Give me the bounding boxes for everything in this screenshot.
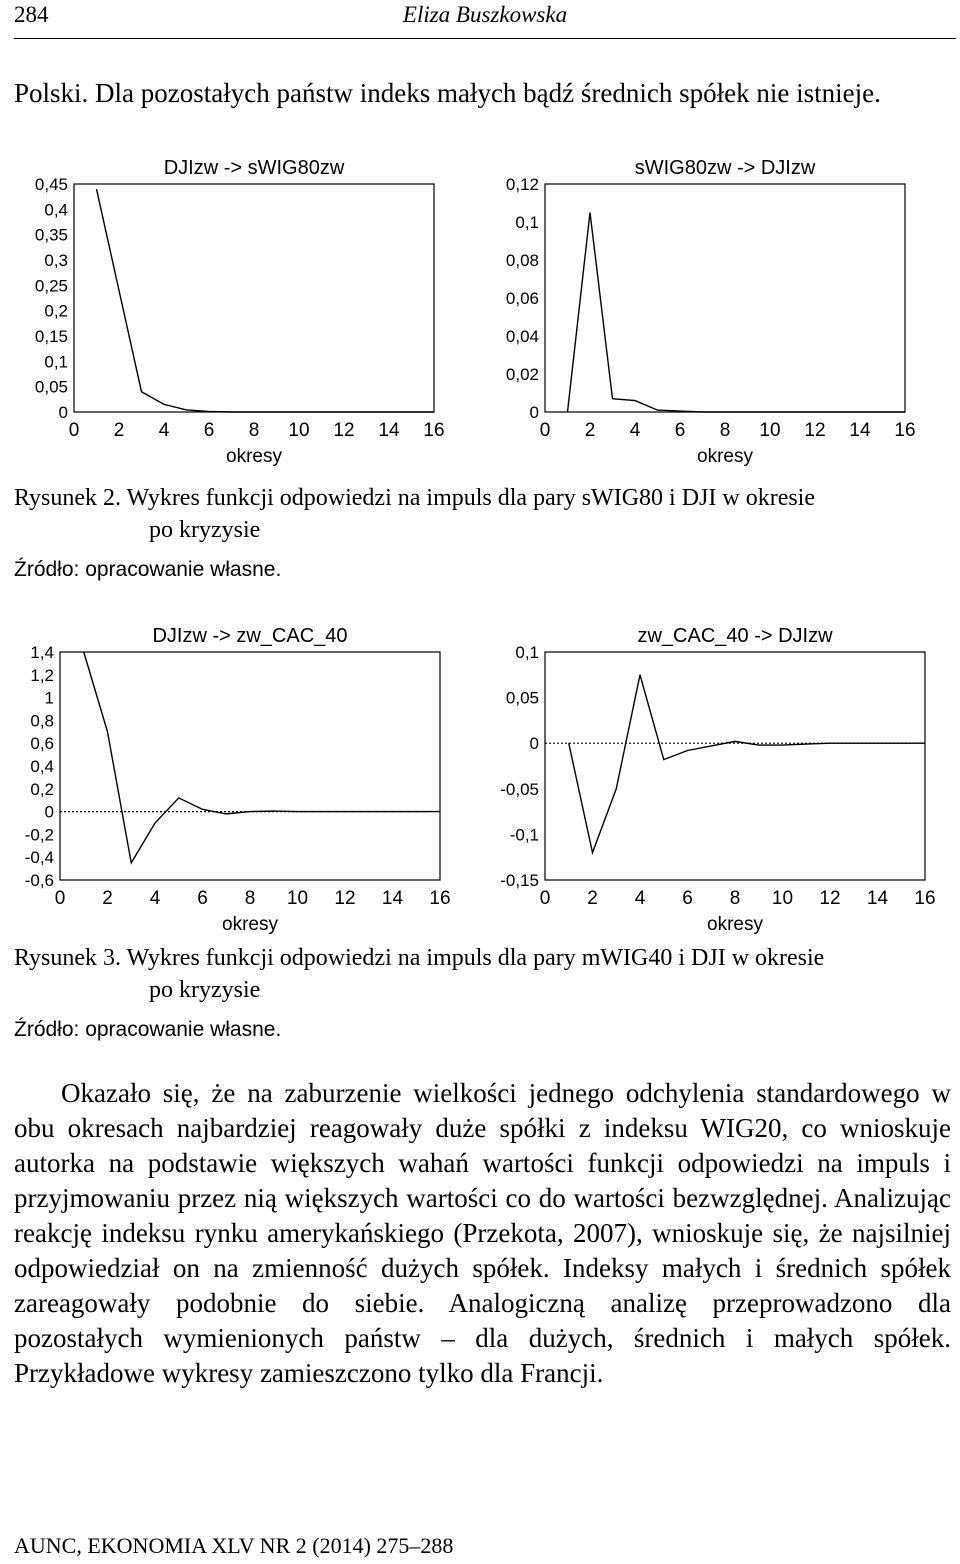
y-tick-label: 0,1 (44, 352, 68, 372)
y-tick-label: 0,12 (505, 175, 539, 194)
figure3-caption (14, 942, 954, 1006)
y-tick-label: 0,06 (505, 289, 539, 308)
x-tick-label: 10 (288, 420, 310, 441)
x-tick-label: 12 (334, 888, 356, 909)
x-tick-label: 0 (539, 420, 551, 441)
y-tick-label: 1 (44, 688, 54, 708)
x-tick-label: 6 (682, 888, 693, 909)
x-tick-label: 6 (203, 420, 215, 441)
y-tick-label: 0,1 (515, 643, 539, 662)
x-tick-label: 6 (197, 888, 208, 909)
x-tick-label: 2 (102, 888, 113, 909)
x-tick-label: 0 (54, 888, 66, 909)
chart-swig80zw-djizw (485, 150, 925, 470)
y-tick-label: -0,2 (24, 825, 54, 845)
x-tick-label: 14 (866, 888, 889, 909)
figure2-caption-cont: po kryzysie (149, 517, 261, 543)
y-tick-label: 0,1 (515, 213, 539, 232)
running-author: Eliza Buszkowska (402, 2, 568, 27)
response-series-line (569, 675, 925, 853)
x-tick-label: 2 (587, 888, 598, 909)
x-tick-label: 4 (149, 888, 161, 909)
y-tick-label: 0,8 (30, 711, 54, 731)
x-tick-label: 16 (894, 420, 916, 441)
chart-title: DJIzw -> zw_CAC_40 (152, 625, 348, 647)
plot-frame (545, 184, 905, 412)
y-tick-label: 0,35 (34, 225, 68, 245)
x-tick-label: 8 (244, 888, 256, 909)
x-tick-label: 16 (429, 888, 451, 909)
plot-frame (74, 184, 434, 412)
figure2-source: Źródło: opracowanie własne. (14, 558, 282, 581)
intro-paragraph: Polski. Dla pozostałych państw indeks małych bądź średnich spółek nie istnieje. (14, 78, 881, 108)
x-tick-label: 2 (113, 420, 125, 441)
y-tick-label: 0,02 (505, 365, 539, 384)
x-tick-label: 2 (584, 420, 596, 441)
x-tick-label: 4 (634, 888, 646, 909)
plot-frame (60, 652, 440, 880)
x-tick-label: 4 (158, 420, 170, 441)
chart-title: zw_CAC_40 -> DJIzw (637, 625, 833, 647)
chart-title: DJIzw -> sWIG80zw (163, 157, 345, 179)
y-tick-label: 0,4 (30, 757, 54, 776)
x-tick-label: 14 (381, 888, 404, 909)
y-tick-label: -0,6 (24, 871, 54, 890)
y-tick-label: 0,45 (34, 175, 68, 194)
x-tick-label: 12 (804, 420, 826, 441)
page-number: 284 (14, 2, 49, 27)
figure3-source: Źródło: opracowanie własne. (14, 1018, 282, 1041)
x-tick-label: 16 (914, 888, 936, 909)
page-footer: AUNC, EKONOMIA XLV NR 2 (2014) 275–288 (14, 1533, 454, 1558)
page-header (14, 0, 956, 39)
x-tick-label: 10 (286, 888, 309, 909)
y-tick-label: 0,3 (44, 251, 68, 270)
figure2-caption-label: Rysunek 2. Wykres funkcji odpowiedzi na impuls dla pary sWIG80 i DJI w okresie (14, 485, 815, 511)
figure3-caption-cont: po kryzysie (149, 977, 261, 1003)
figure3-caption-label: Rysunek 3. Wykres funkcji odpowiedzi na impuls dla pary mWIG40 i DJI w okresie (14, 945, 825, 971)
y-tick-label: -0,15 (500, 871, 539, 890)
x-tick-label: 0 (539, 888, 551, 909)
x-axis-label: okresy (226, 446, 282, 467)
chart-djizw-cac40 (0, 618, 460, 938)
y-tick-label: 0,05 (505, 688, 539, 708)
response-series-line (568, 213, 906, 413)
y-tick-label: 0 (58, 403, 68, 422)
chart-djizw-swig80zw (14, 150, 454, 470)
x-tick-label: 4 (629, 420, 641, 441)
y-tick-label: 0,4 (44, 200, 68, 220)
y-tick-label: -0,4 (24, 848, 54, 868)
figure2-caption (14, 482, 954, 546)
y-tick-label: 0 (529, 403, 539, 422)
x-axis-label: okresy (707, 914, 763, 935)
y-tick-label: 0,6 (30, 734, 54, 754)
y-tick-label: 1,4 (30, 643, 54, 662)
x-tick-label: 14 (378, 420, 400, 441)
y-tick-label: 0,15 (34, 327, 68, 346)
y-tick-label: 0,05 (34, 377, 68, 397)
body-paragraph: Okazało się, że na zaburzenie wielkości jednego odchylenia standardowego w obu okresach najbardziej reagowały duże spółki z indeksu WIG20, co wnioskuje autorka na podstawie większych wahań wartości funkcji odpowiedzi na impuls i przyjmowaniu przez nią większych wartości co do wartości bezwzględnej. Analizując reakcję indeksu rynku amerykańskiego (Przekota, 2007), wnioskuje się, że najsilniej odpowiedział on na zmienność dużych spółek. Indeksy małych i średnich spółek zareagowały podobnie do siebie. Analogiczną analizę przeprowadzono dla pozostałych wymienionych państw – dla dużych, średnich i małych spółek. Przykładowe wykresy zamieszczono tylko dla Francji. (14, 1078, 951, 1388)
y-tick-label: 1,2 (30, 665, 54, 685)
x-tick-label: 14 (849, 420, 871, 441)
response-series-line (97, 189, 435, 412)
x-tick-label: 8 (719, 420, 731, 441)
x-tick-label: 0 (68, 420, 80, 441)
y-tick-label: -0,05 (500, 779, 539, 799)
x-tick-label: 12 (819, 888, 841, 909)
y-tick-label: 0 (529, 734, 539, 754)
plot-frame (545, 652, 925, 880)
chart-title: sWIG80zw -> DJIzw (634, 157, 816, 179)
response-series-line (84, 652, 440, 863)
y-tick-label: 0,2 (44, 301, 68, 321)
y-tick-label: -0,1 (509, 825, 539, 845)
y-tick-label: 0,2 (30, 779, 54, 799)
x-tick-label: 6 (674, 420, 686, 441)
x-tick-label: 8 (729, 888, 741, 909)
x-tick-label: 10 (771, 888, 794, 909)
x-tick-label: 10 (759, 420, 781, 441)
x-tick-label: 12 (333, 420, 355, 441)
x-axis-label: okresy (697, 446, 753, 467)
x-tick-label: 16 (423, 420, 445, 441)
y-tick-label: 0,04 (505, 327, 539, 346)
x-tick-label: 8 (248, 420, 260, 441)
y-tick-label: 0,08 (505, 251, 539, 270)
y-tick-label: 0,25 (34, 276, 68, 296)
y-tick-label: 0 (44, 802, 54, 822)
chart-cac40-djizw (485, 618, 945, 938)
x-axis-label: okresy (222, 914, 278, 935)
